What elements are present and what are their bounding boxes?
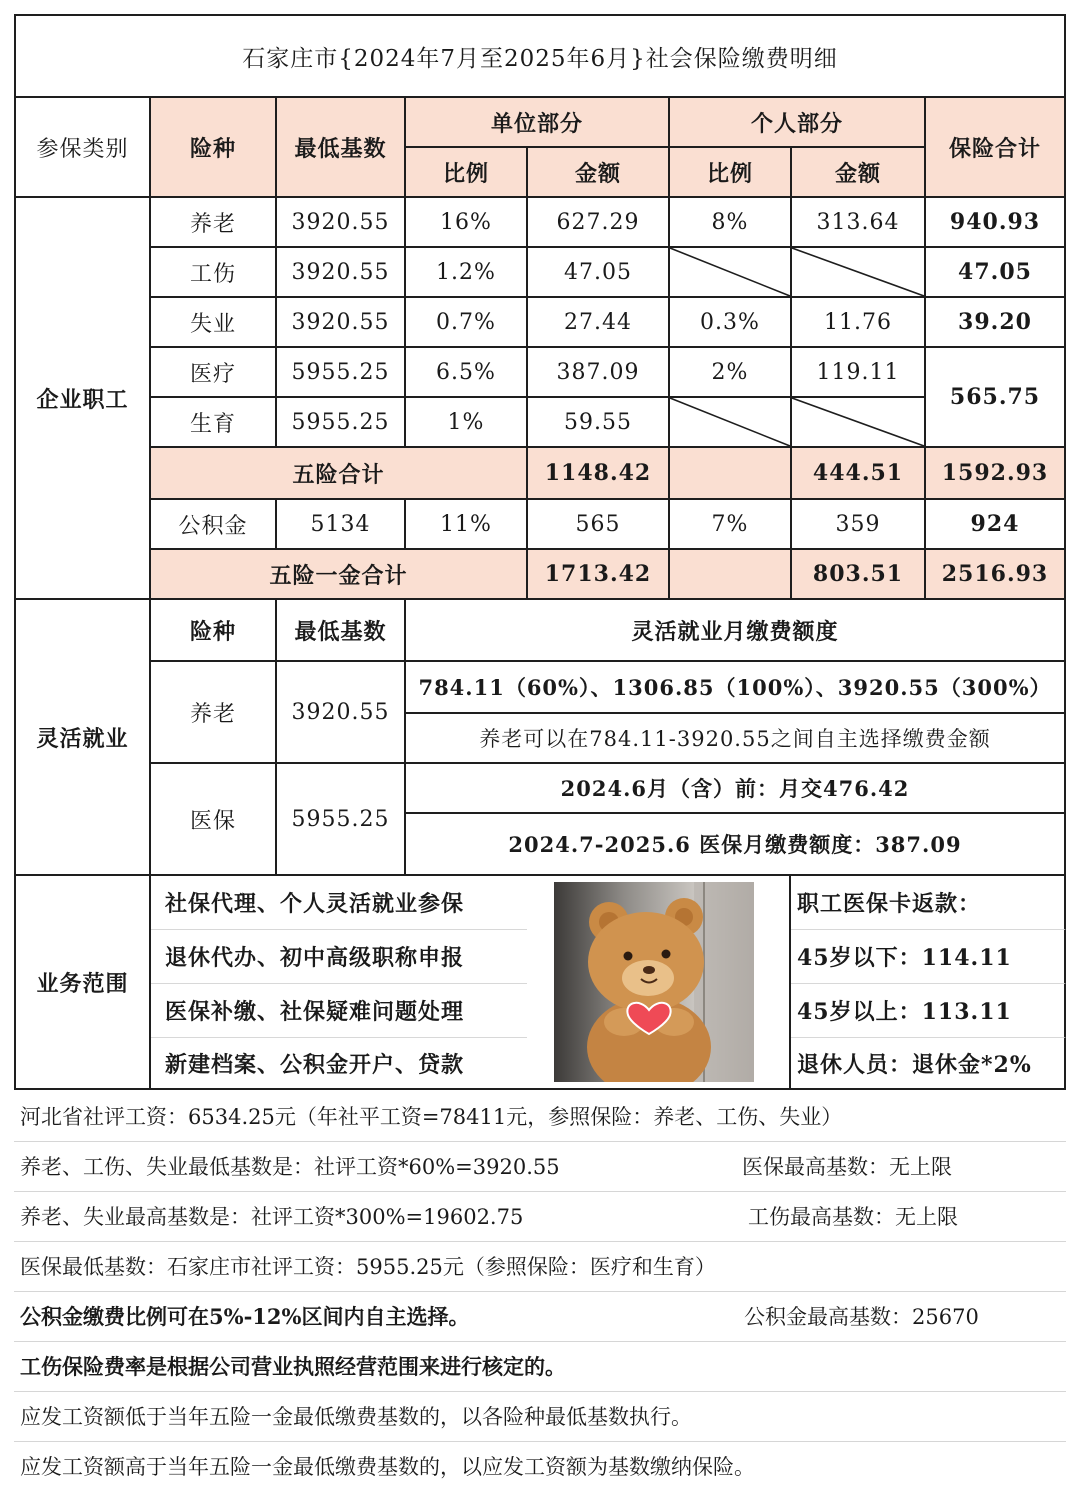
flexible-pension-type: 养老 — [151, 662, 277, 764]
header-personal-amount: 金额 — [792, 148, 926, 198]
flexible-header-base: 最低基数 — [277, 600, 406, 662]
header-total: 保险合计 — [926, 98, 1066, 198]
note-text: 工伤保险费率是根据公司营业执照经营范围来进行核定的。 — [20, 1354, 566, 1379]
header-personal-part: 个人部分 — [670, 98, 926, 148]
row-type: 医疗 — [151, 348, 277, 398]
fund-base: 5134 — [277, 500, 406, 550]
row-personal-amount: 119.11 — [792, 348, 926, 398]
row-employer-ratio: 1% — [406, 398, 528, 448]
header-employer-ratio: 比例 — [406, 148, 528, 198]
row-base: 3920.55 — [277, 248, 406, 298]
flexible-medical-type: 医保 — [151, 764, 277, 876]
fund-type: 公积金 — [151, 500, 277, 550]
note-text: 应发工资额低于当年五险一金最低缴费基数的，以各险种最低基数执行。 — [20, 1405, 692, 1429]
header-insurance-type: 险种 — [151, 98, 277, 198]
business-item: 新建档案、公积金开户、贷款 — [151, 1038, 527, 1090]
grand-total-employer: 1713.42 — [528, 550, 670, 600]
header-category: 参保类别 — [14, 98, 151, 198]
flexible-medical-current: 2024.7-2025.6 医保月缴费额度：387.09 — [406, 814, 1066, 876]
fund-personal-amount: 359 — [792, 500, 926, 550]
row-total: 47.05 — [926, 248, 1066, 298]
grand-total-personal: 803.51 — [792, 550, 926, 600]
note-row — [14, 1142, 1066, 1192]
category-employee: 企业职工 — [14, 198, 151, 600]
flexible-pension-options: 784.11（60%）、1306.85（100%）、3920.55（300%） — [406, 662, 1066, 714]
refund-under-45: 45岁以下：114.11 — [791, 930, 1066, 984]
flexible-medical-before: 2024.6月（含）前：月交476.42 — [406, 764, 1066, 814]
row-type: 工伤 — [151, 248, 277, 298]
note-row — [14, 1342, 1066, 1392]
note-text: 应发工资额高于当年五险一金最低缴费基数的，以应发工资额为基数缴纳保险。 — [20, 1455, 755, 1479]
five-insurance-grand-total: 1592.93 — [926, 448, 1066, 500]
row-personal-amount: 11.76 — [792, 298, 926, 348]
flexible-medical-base: 5955.25 — [277, 764, 406, 876]
row-employer-ratio: 16% — [406, 198, 528, 248]
insurance-table — [14, 14, 1066, 1491]
note-text: 河北省社评工资：6534.25元（年社平工资=78411元，参照保险：养老、工伤、失业） — [20, 1105, 843, 1129]
note-row — [14, 1092, 1066, 1142]
note-row — [14, 1292, 1066, 1342]
row-base: 5955.25 — [277, 398, 406, 448]
empty-cell — [670, 448, 792, 500]
flexible-pension-base: 3920.55 — [277, 662, 406, 764]
refund-over-45: 45岁以上：113.11 — [791, 984, 1066, 1038]
fund-personal-ratio: 7% — [670, 500, 792, 550]
row-personal-amount: 313.64 — [792, 198, 926, 248]
fund-total: 924 — [926, 500, 1066, 550]
refund-title: 职工医保卡返款： — [791, 876, 1066, 930]
note-text: 公积金缴费比例可在5%-12%区间内自主选择。 — [20, 1304, 470, 1329]
business-item: 医保补缴、社保疑难问题处理 — [151, 984, 527, 1038]
empty-diagonal-cell — [792, 248, 926, 298]
five-insurance-total-label: 五险合计 — [151, 448, 528, 500]
note-right-text: 公积金最高基数：25670 — [744, 1305, 979, 1329]
medical-maternity-total: 565.75 — [926, 348, 1066, 448]
row-type: 生育 — [151, 398, 277, 448]
five-insurance-employer-total: 1148.42 — [528, 448, 670, 500]
flexible-header-type: 险种 — [151, 600, 277, 662]
business-item: 社保代理、个人灵活就业参保 — [151, 876, 527, 930]
header-employer-amount: 金额 — [528, 148, 670, 198]
note-text: 医保最低基数：石家庄市社评工资：5955.25元（参照保险：医疗和生育） — [20, 1255, 716, 1279]
header-employer-part: 单位部分 — [406, 98, 670, 148]
row-type: 失业 — [151, 298, 277, 348]
row-employer-amount: 27.44 — [528, 298, 670, 348]
fund-employer-ratio: 11% — [406, 500, 528, 550]
flexible-header-amount: 灵活就业月缴费额度 — [406, 600, 1066, 662]
header-personal-ratio: 比例 — [670, 148, 792, 198]
note-row — [14, 1442, 1066, 1492]
category-flexible: 灵活就业 — [14, 600, 151, 876]
note-right-text: 工伤最高基数：无上限 — [748, 1205, 958, 1229]
row-employer-amount: 47.05 — [528, 248, 670, 298]
row-total: 940.93 — [926, 198, 1066, 248]
row-personal-ratio: 0.3% — [670, 298, 792, 348]
row-base: 3920.55 — [277, 298, 406, 348]
row-type: 养老 — [151, 198, 277, 248]
empty-diagonal-cell — [792, 398, 926, 448]
header-min-base: 最低基数 — [277, 98, 406, 198]
note-row — [14, 1242, 1066, 1292]
row-personal-ratio: 2% — [670, 348, 792, 398]
fund-employer-amount: 565 — [528, 500, 670, 550]
business-item: 退休代办、初中高级职称申报 — [151, 930, 527, 984]
note-right-text: 医保最高基数：无上限 — [742, 1155, 952, 1179]
grand-total-label: 五险一金合计 — [151, 550, 528, 600]
row-employer-ratio: 1.2% — [406, 248, 528, 298]
teddy-bear-photo — [554, 882, 754, 1082]
page-title: 石家庄市{2024年7月至2025年6月}社会保险缴费明细 — [14, 14, 1066, 98]
row-base: 3920.55 — [277, 198, 406, 248]
row-base: 5955.25 — [277, 348, 406, 398]
note-row — [14, 1192, 1066, 1242]
row-employer-amount: 59.55 — [528, 398, 670, 448]
row-employer-ratio: 0.7% — [406, 298, 528, 348]
note-text: 养老、失业最高基数是：社评工资*300%=19602.75 — [20, 1205, 524, 1229]
refund-retiree: 退休人员：退休金*2% — [791, 1038, 1066, 1090]
empty-diagonal-cell — [670, 248, 792, 298]
row-employer-amount: 627.29 — [528, 198, 670, 248]
note-text: 养老、工伤、失业最低基数是：社评工资*60%=3920.55 — [20, 1155, 560, 1179]
row-employer-amount: 387.09 — [528, 348, 670, 398]
row-employer-ratio: 6.5% — [406, 348, 528, 398]
row-personal-ratio: 8% — [670, 198, 792, 248]
five-insurance-personal-total: 444.51 — [792, 448, 926, 500]
empty-diagonal-cell — [670, 398, 792, 448]
grand-total-all: 2516.93 — [926, 550, 1066, 600]
flexible-pension-note: 养老可以在784.11-3920.55之间自主选择缴费金额 — [406, 714, 1066, 764]
category-business: 业务范围 — [14, 876, 151, 1090]
empty-cell — [670, 550, 792, 600]
note-row — [14, 1392, 1066, 1442]
row-total: 39.20 — [926, 298, 1066, 348]
